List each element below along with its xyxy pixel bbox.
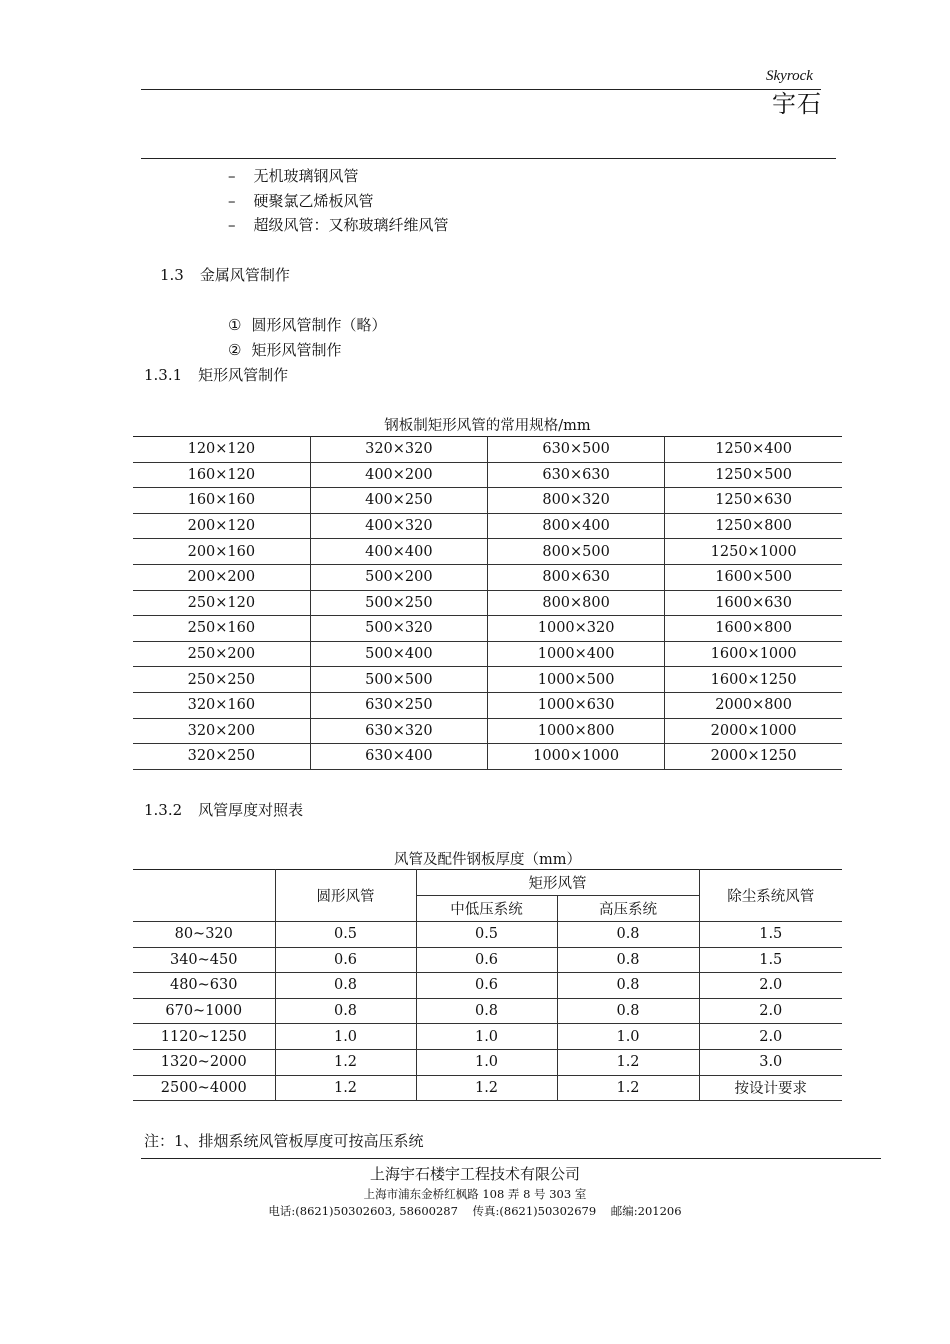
table-cell: 800×800 — [488, 590, 665, 616]
header-empty — [133, 870, 275, 922]
table-cell: 1.2 — [275, 1049, 416, 1075]
table-cell: 400×250 — [310, 488, 487, 514]
table-cell: 1.2 — [275, 1075, 416, 1101]
table-cell: 1250×1000 — [665, 539, 842, 565]
table-row — [133, 564, 842, 590]
table-row — [133, 973, 842, 999]
table-cell: 1000×500 — [488, 667, 665, 693]
table-cell: 630×400 — [310, 744, 487, 770]
table-cell: 160×120 — [133, 462, 310, 488]
table-row — [133, 922, 842, 948]
table-row — [133, 998, 842, 1024]
table-row — [133, 590, 842, 616]
table-cell: 320×160 — [133, 692, 310, 718]
table-cell: 800×400 — [488, 513, 665, 539]
table-cell: 2500~4000 — [133, 1075, 275, 1101]
header-dust: 除尘系统风管 — [699, 870, 842, 922]
table-cell: 500×320 — [310, 616, 487, 642]
table-cell: 1250×800 — [665, 513, 842, 539]
table-cell: 1250×400 — [665, 437, 842, 463]
table-cell: 320×320 — [310, 437, 487, 463]
table-cell: 200×200 — [133, 564, 310, 590]
table-cell: 2.0 — [699, 1024, 842, 1050]
table-cell: 1.2 — [557, 1049, 699, 1075]
footer-company: 上海宇石楼宇工程技术有限公司 — [369, 1165, 580, 1183]
bullet-item: – 超级风管：又称玻璃纤维风管 — [228, 216, 449, 234]
bullet-item: – 无机玻璃钢风管 — [228, 167, 359, 185]
table-row — [133, 616, 842, 642]
table-header-row — [133, 870, 842, 896]
table-row — [133, 667, 842, 693]
table-cell: 1600×800 — [665, 616, 842, 642]
table-cell: 250×200 — [133, 641, 310, 667]
table-cell: 1000×400 — [488, 641, 665, 667]
table-cell: 120×120 — [133, 437, 310, 463]
table-cell: 80~320 — [133, 922, 275, 948]
table-cell: 0.8 — [275, 973, 416, 999]
numbered-item: ① 圆形风管制作（略） — [228, 316, 387, 334]
table-cell: 1600×500 — [665, 564, 842, 590]
table-cell: 800×500 — [488, 539, 665, 565]
table-cell: 1.0 — [416, 1024, 557, 1050]
table-cell: 2000×1000 — [665, 718, 842, 744]
logo-text-cn: 宇石 — [772, 90, 822, 118]
table-cell: 0.6 — [275, 947, 416, 973]
table-cell: 1120~1250 — [133, 1024, 275, 1050]
table-row — [133, 947, 842, 973]
table-cell: 160×160 — [133, 488, 310, 514]
table-cell: 0.8 — [557, 922, 699, 948]
table2-caption: 风管及配件钢板厚度（mm） — [394, 852, 581, 868]
table-cell: 1600×630 — [665, 590, 842, 616]
table-cell: 480~630 — [133, 973, 275, 999]
table-row — [133, 718, 842, 744]
table-row — [133, 539, 842, 565]
header-round: 圆形风管 — [275, 870, 416, 922]
table-cell: 670~1000 — [133, 998, 275, 1024]
table-row — [133, 744, 842, 770]
table-row — [133, 437, 842, 463]
table-cell: 1.2 — [416, 1075, 557, 1101]
logo-text-en: Skyrock — [766, 68, 813, 84]
table1-caption: 钢板制矩形风管的常用规格/mm — [384, 418, 591, 434]
table-cell: 0.5 — [275, 922, 416, 948]
table-cell: 1250×500 — [665, 462, 842, 488]
table-cell: 400×400 — [310, 539, 487, 565]
table-cell: 500×400 — [310, 641, 487, 667]
table-row — [133, 692, 842, 718]
table-cell: 0.8 — [557, 973, 699, 999]
table-cell: 1320~2000 — [133, 1049, 275, 1075]
table-row — [133, 488, 842, 514]
table-row — [133, 462, 842, 488]
footer-contact: 电话:(8621)50302603, 58600287 传真:(8621)50302679 邮编:201206 — [268, 1204, 682, 1218]
table-cell: 按设计要求 — [699, 1075, 842, 1101]
table-cell: 0.8 — [557, 998, 699, 1024]
table-row — [133, 1075, 842, 1101]
header-rect: 矩形风管 — [416, 870, 699, 896]
table-cell: 1000×630 — [488, 692, 665, 718]
section-heading-1-3-2: 1.3.2 风管厚度对照表 — [144, 801, 304, 819]
note-text: 注：1、排烟系统风管板厚度可按高压系统 — [144, 1132, 424, 1150]
table-cell: 0.8 — [275, 998, 416, 1024]
table-cell: 0.8 — [557, 947, 699, 973]
table-cell: 0.8 — [416, 998, 557, 1024]
table-cell: 1.0 — [275, 1024, 416, 1050]
table-row — [133, 641, 842, 667]
table-row — [133, 1024, 842, 1050]
table-cell: 1.2 — [557, 1075, 699, 1101]
table-cell: 0.6 — [416, 973, 557, 999]
table-cell: 500×250 — [310, 590, 487, 616]
table-cell: 630×320 — [310, 718, 487, 744]
table-cell: 3.0 — [699, 1049, 842, 1075]
table-cell: 1.0 — [416, 1049, 557, 1075]
table-cell: 500×200 — [310, 564, 487, 590]
bullet-item: – 硬聚氯乙烯板风管 — [228, 192, 374, 210]
table-row — [133, 513, 842, 539]
table-cell: 800×630 — [488, 564, 665, 590]
table-cell: 1000×800 — [488, 718, 665, 744]
table-cell: 250×160 — [133, 616, 310, 642]
table-cell: 1600×1000 — [665, 641, 842, 667]
table-cell: 630×250 — [310, 692, 487, 718]
table-cell: 400×200 — [310, 462, 487, 488]
table-cell: 630×630 — [488, 462, 665, 488]
table-cell: 0.6 — [416, 947, 557, 973]
table-cell: 340~450 — [133, 947, 275, 973]
table-row — [133, 1049, 842, 1075]
table-cell: 1600×1250 — [665, 667, 842, 693]
numbered-item: ② 矩形风管制作 — [228, 341, 342, 359]
table-cell: 1000×320 — [488, 616, 665, 642]
footer-rule — [141, 1158, 881, 1159]
thickness-table — [133, 869, 842, 1101]
table-cell: 1000×1000 — [488, 744, 665, 770]
header-rule-top — [141, 89, 821, 90]
table-cell: 1.5 — [699, 947, 842, 973]
table-cell: 2000×1250 — [665, 744, 842, 770]
table-cell: 1250×630 — [665, 488, 842, 514]
table-cell: 400×320 — [310, 513, 487, 539]
header-low-mid: 中低压系统 — [416, 896, 557, 922]
section-heading-1-3: 1.3 金属风管制作 — [160, 266, 290, 284]
header-rule-bottom — [141, 158, 836, 159]
table-cell: 250×120 — [133, 590, 310, 616]
table-cell: 800×320 — [488, 488, 665, 514]
table-cell: 200×160 — [133, 539, 310, 565]
table-cell: 320×200 — [133, 718, 310, 744]
table-cell: 2.0 — [699, 998, 842, 1024]
header-high: 高压系统 — [557, 896, 699, 922]
table-cell: 250×250 — [133, 667, 310, 693]
table-cell: 2000×800 — [665, 692, 842, 718]
table-cell: 500×500 — [310, 667, 487, 693]
section-heading-1-3-1: 1.3.1 矩形风管制作 — [144, 366, 289, 384]
table-cell: 2.0 — [699, 973, 842, 999]
table-cell: 1.0 — [557, 1024, 699, 1050]
table-cell: 630×500 — [488, 437, 665, 463]
table-cell: 320×250 — [133, 744, 310, 770]
spec-table — [133, 436, 842, 770]
table-cell: 0.5 — [416, 922, 557, 948]
table-cell: 200×120 — [133, 513, 310, 539]
table-cell: 1.5 — [699, 922, 842, 948]
footer-address: 上海市浦东金桥红枫路 108 弄 8 号 303 室 — [363, 1187, 587, 1201]
